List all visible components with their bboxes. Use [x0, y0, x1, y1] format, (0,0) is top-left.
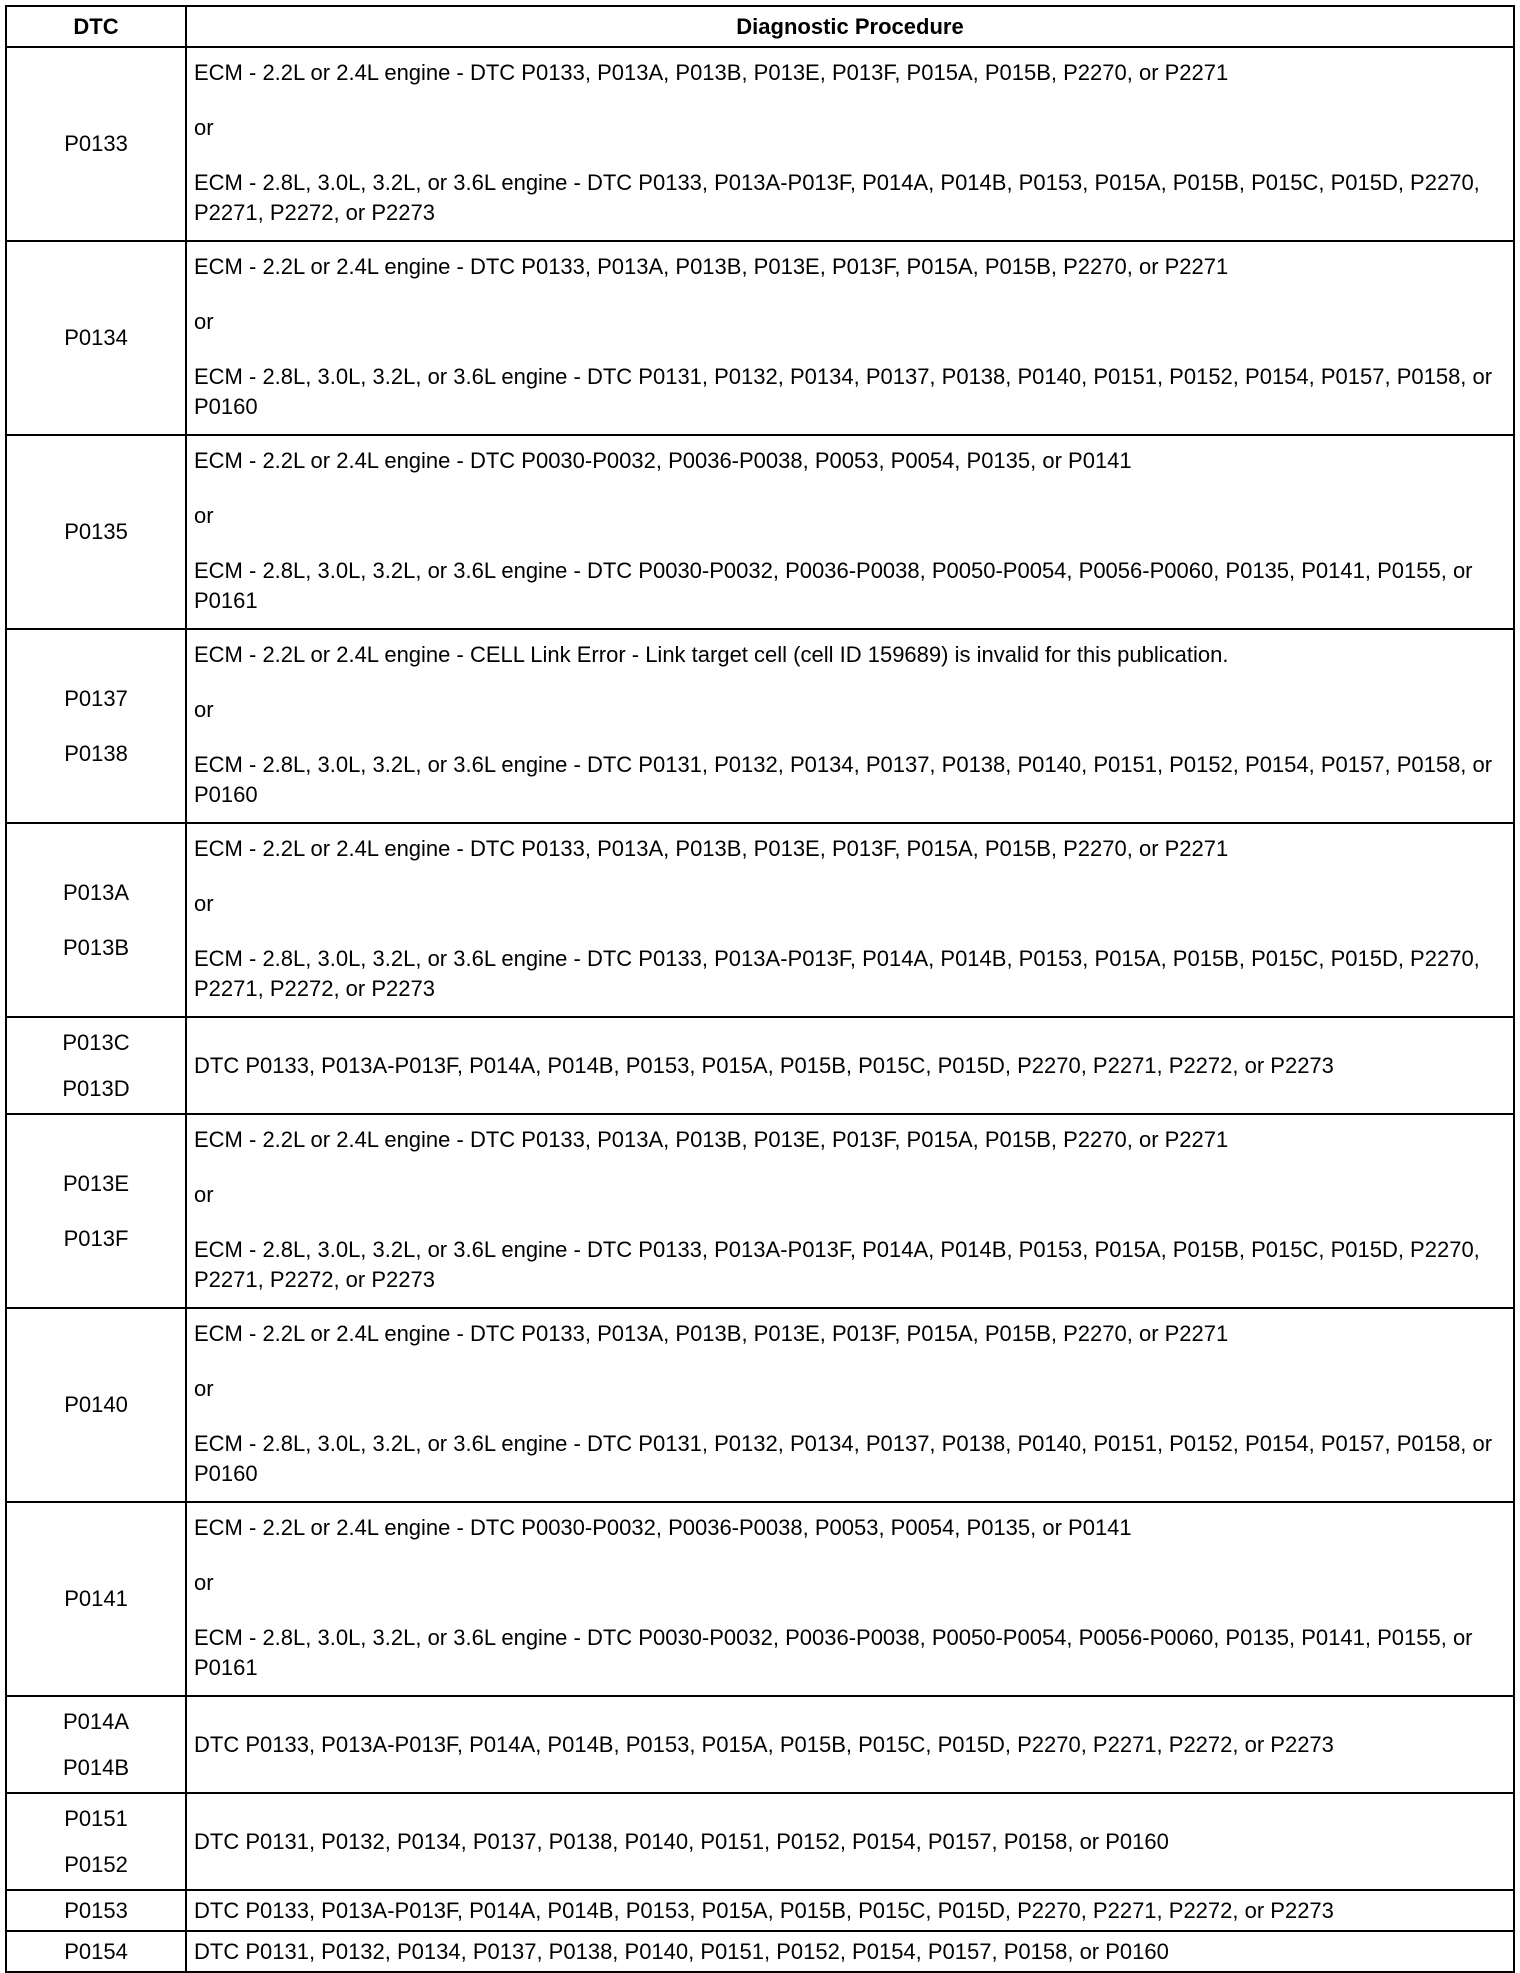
procedure-text: ECM - 2.2L or 2.4L engine - CELL Link Error - Link target cell (cell ID 159689) is invalid for this publication.: [194, 642, 1229, 667]
procedure-text: ECM - 2.2L or 2.4L engine - DTC P0133, P013A, P013B, P013E, P013F, P015A, P015B, P2270, or P2271: [194, 254, 1229, 279]
procedure-cell: [186, 435, 1514, 629]
procedure-cell: [186, 1931, 1514, 1972]
dtc-cell: [6, 823, 186, 1017]
dtc-cell: [6, 435, 186, 629]
procedure-text: DTC P0131, P0132, P0134, P0137, P0138, P0140, P0151, P0152, P0154, P0157, P0158, or P0160: [194, 1828, 1169, 1854]
procedure-text: ECM - 2.8L, 3.0L, 3.2L, or 3.6L engine - DTC P0030-P0032, P0036-P0038, P0050-P0054, P0056-P0060, P0135, P0141, P0155, or P0161: [194, 1625, 1473, 1680]
dtc-code: P0140: [64, 1392, 128, 1417]
or-separator: or: [194, 891, 214, 916]
dtc-cell: [6, 629, 186, 823]
dtc-code: P0133: [64, 131, 128, 156]
dtc-cell: [6, 47, 186, 241]
dtc-code: P0154: [64, 1938, 128, 1964]
procedure-text: ECM - 2.2L or 2.4L engine - DTC P0133, P013A, P013B, P013E, P013F, P015A, P015B, P2270, or P2271: [194, 60, 1229, 85]
dtc-code: P0138: [64, 741, 128, 766]
dtc-code: P013A: [62, 880, 130, 905]
procedure-cell: [186, 1114, 1514, 1308]
table-row: [6, 435, 1514, 629]
or-separator: or: [194, 309, 214, 334]
procedure-text: ECM - 2.8L, 3.0L, 3.2L, or 3.6L engine - DTC P0133, P013A-P013F, P014A, P014B, P0153, P015A, P015B, P015C, P015D, P2270, P2271, P2272, or P2273: [194, 946, 1480, 1001]
procedure-cell: [186, 1308, 1514, 1502]
dtc-code: P0141: [64, 1586, 128, 1611]
dtc-cell: [6, 1017, 186, 1114]
dtc-code: P013F: [63, 1226, 129, 1251]
table-row: [6, 47, 1514, 241]
or-separator: or: [194, 115, 214, 140]
dtc-column-header: DTC: [6, 6, 186, 47]
procedure-text: ECM - 2.8L, 3.0L, 3.2L, or 3.6L engine - DTC P0131, P0132, P0134, P0137, P0138, P0140, P0151, P0152, P0154, P0157, P0158, or P0160: [194, 364, 1493, 419]
procedure-cell: [186, 241, 1514, 435]
table-row: [6, 1017, 1514, 1114]
procedure-cell: [186, 1502, 1514, 1696]
table-row: [6, 1114, 1514, 1308]
or-separator: or: [194, 1570, 214, 1595]
procedure-text: DTC P0133, P013A-P013F, P014A, P014B, P0153, P015A, P015B, P015C, P015D, P2270, P2271, P2272, or P2273: [194, 1052, 1334, 1078]
procedure-text: ECM - 2.8L, 3.0L, 3.2L, or 3.6L engine - DTC P0133, P013A-P013F, P014A, P014B, P0153, P015A, P015B, P015C, P015D, P2270, P2271, P2272, or P2273: [194, 1237, 1480, 1292]
dtc-code: P014B: [62, 1754, 130, 1780]
dtc-cell: [6, 1793, 186, 1890]
table-body: [6, 47, 1514, 1972]
table-row: [6, 1308, 1514, 1502]
table-row: [6, 823, 1514, 1017]
dtc-cell: [6, 1502, 186, 1696]
dtc-code: P013C: [62, 1029, 130, 1055]
table-row: [6, 241, 1514, 435]
procedure-cell: [186, 1793, 1514, 1890]
dtc-code: P013E: [62, 1171, 130, 1196]
table-row: [6, 1890, 1514, 1931]
procedure-text: DTC P0131, P0132, P0134, P0137, P0138, P0140, P0151, P0152, P0154, P0157, P0158, or P0160: [194, 1938, 1169, 1964]
table-row: [6, 1793, 1514, 1890]
dtc-cell: [6, 1114, 186, 1308]
procedure-text: ECM - 2.8L, 3.0L, 3.2L, or 3.6L engine - DTC P0030-P0032, P0036-P0038, P0050-P0054, P0056-P0060, P0135, P0141, P0155, or P0161: [194, 558, 1473, 613]
procedure-column-header: Diagnostic Procedure: [186, 6, 1514, 47]
dtc-code: P0152: [64, 1851, 128, 1877]
procedure-text: ECM - 2.8L, 3.0L, 3.2L, or 3.6L engine - DTC P0133, P013A-P013F, P014A, P014B, P0153, P015A, P015B, P015C, P015D, P2270, P2271, P2272, or P2273: [194, 170, 1480, 225]
procedure-text: ECM - 2.8L, 3.0L, 3.2L, or 3.6L engine - DTC P0131, P0132, P0134, P0137, P0138, P0140, P0151, P0152, P0154, P0157, P0158, or P0160: [194, 752, 1493, 807]
dtc-cell: [6, 1890, 186, 1931]
dtc-cell: [6, 1696, 186, 1793]
table-row: [6, 1931, 1514, 1972]
dtc-code: P013B: [62, 935, 130, 960]
or-separator: or: [194, 697, 214, 722]
procedure-text: ECM - 2.8L, 3.0L, 3.2L, or 3.6L engine - DTC P0131, P0132, P0134, P0137, P0138, P0140, P0151, P0152, P0154, P0157, P0158, or P0160: [194, 1431, 1493, 1486]
dtc-code: P013D: [62, 1075, 130, 1101]
procedure-cell: [186, 47, 1514, 241]
procedure-text: ECM - 2.2L or 2.4L engine - DTC P0030-P0032, P0036-P0038, P0053, P0054, P0135, or P0141: [194, 1515, 1132, 1540]
procedure-text: ECM - 2.2L or 2.4L engine - DTC P0133, P013A, P013B, P013E, P013F, P015A, P015B, P2270, or P2271: [194, 1321, 1229, 1346]
procedure-cell: [186, 1696, 1514, 1793]
dtc-procedure-table: [5, 5, 1515, 1973]
procedure-text: ECM - 2.2L or 2.4L engine - DTC P0133, P013A, P013B, P013E, P013F, P015A, P015B, P2270, or P2271: [194, 836, 1229, 861]
procedure-text: DTC P0133, P013A-P013F, P014A, P014B, P0153, P015A, P015B, P015C, P015D, P2270, P2271, P2272, or P2273: [194, 1731, 1334, 1757]
procedure-text: ECM - 2.2L or 2.4L engine - DTC P0030-P0032, P0036-P0038, P0053, P0054, P0135, or P0141: [194, 448, 1132, 473]
procedure-cell: [186, 629, 1514, 823]
table-row: [6, 1502, 1514, 1696]
procedure-text: ECM - 2.2L or 2.4L engine - DTC P0133, P013A, P013B, P013E, P013F, P015A, P015B, P2270, or P2271: [194, 1127, 1229, 1152]
or-separator: or: [194, 503, 214, 528]
procedure-text: DTC P0133, P013A-P013F, P014A, P014B, P0153, P015A, P015B, P015C, P015D, P2270, P2271, P2272, or P2273: [194, 1897, 1334, 1923]
dtc-code: P0153: [64, 1897, 128, 1923]
dtc-code: P014A: [62, 1708, 130, 1734]
dtc-code: P0134: [64, 325, 128, 350]
table-header-row: [6, 6, 1514, 47]
procedure-cell: [186, 1017, 1514, 1114]
table-row: [6, 629, 1514, 823]
or-separator: or: [194, 1182, 214, 1207]
dtc-cell: [6, 1931, 186, 1972]
dtc-table-container: [5, 5, 1513, 1973]
dtc-code: P0137: [64, 686, 128, 711]
or-separator: or: [194, 1376, 214, 1401]
procedure-cell: [186, 823, 1514, 1017]
table-row: [6, 1696, 1514, 1793]
dtc-cell: [6, 241, 186, 435]
dtc-cell: [6, 1308, 186, 1502]
dtc-code: P0151: [64, 1805, 128, 1831]
procedure-cell: [186, 1890, 1514, 1931]
dtc-code: P0135: [64, 519, 128, 544]
